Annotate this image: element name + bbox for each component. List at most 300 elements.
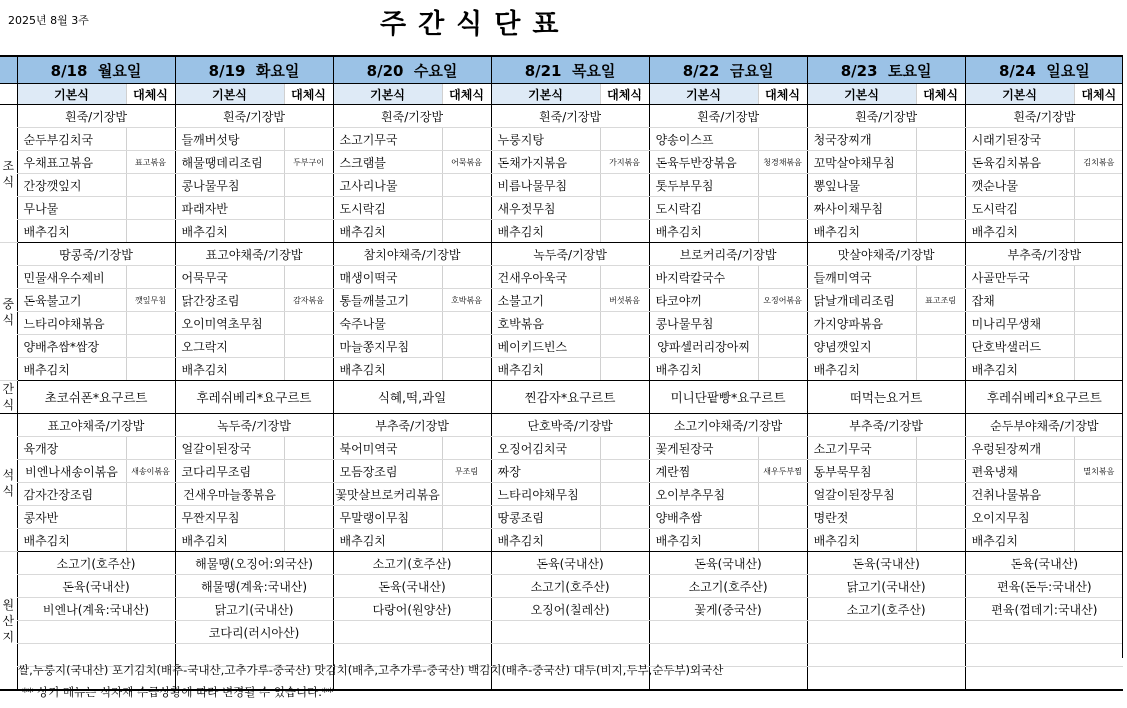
day-header: [333, 56, 491, 84]
alt-menu-item: 멸치볶음: [1074, 460, 1123, 483]
weekly-menu-table: [0, 55, 1123, 691]
rice-porridge: 흰죽/기장밥: [807, 105, 965, 128]
menu-item: 들깨미역국: [807, 266, 916, 289]
snack-item: 미니단팥빵*요구르트: [649, 381, 807, 414]
alt-menu-item: [600, 529, 649, 552]
alt-menu-item: [916, 506, 965, 529]
origin-item: 소고기(호주산): [17, 552, 175, 575]
section-label-dinner: 석 식: [0, 414, 17, 552]
origin-item: 소고기(호주산): [491, 575, 649, 598]
alt-menu-item: [758, 506, 807, 529]
alt-menu-item: [284, 312, 333, 335]
rice-porridge: 표고야채죽/기장밥: [17, 414, 175, 437]
dinner-menu-row: [0, 483, 1123, 506]
alt-menu-item: [1074, 529, 1123, 552]
alt-menu-item: [284, 460, 333, 483]
menu-item: 고사리나물: [333, 174, 442, 197]
menu-item: 바지락칼국수: [649, 266, 758, 289]
alt-menu-item: [1074, 128, 1123, 151]
menu-item: 배추김치: [17, 220, 126, 243]
alt-menu-item: [1074, 358, 1123, 381]
lunch-menu-row: [0, 289, 1123, 312]
menu-item: 배추김치: [175, 529, 284, 552]
alt-menu-item: [916, 483, 965, 506]
week-label: 2025년 8월 3주: [8, 14, 89, 27]
change-notice: ** 상기 메뉴는 식자재 수급상황에 따라 변경될 수 있습니다.**: [22, 685, 334, 699]
alt-menu-item: [126, 529, 175, 552]
origin-item: 다랑어(원양산): [333, 598, 491, 621]
day-date: 8/21: [524, 61, 562, 80]
day-name: 일요일: [1046, 61, 1090, 80]
menu-item: 무나물: [17, 197, 126, 220]
menu-item: 땅콩조림: [491, 506, 600, 529]
alt-menu-item: [1074, 197, 1123, 220]
menu-item: 배추김치: [649, 529, 758, 552]
snack-item: 찐감자*요구르트: [491, 381, 649, 414]
type-corner: [0, 84, 17, 105]
alt-menu-item: [126, 174, 175, 197]
alt-menu-item: [916, 460, 965, 483]
alt-menu-item: 오징어볶음: [758, 289, 807, 312]
rice-porridge: 브로커리죽/기장밥: [649, 243, 807, 266]
menu-item: 느타리야채볶음: [17, 312, 126, 335]
menu-item: 잡채: [965, 289, 1074, 312]
alt-menu-item: [284, 483, 333, 506]
alt-menu-item: [600, 437, 649, 460]
alt-menu-item: [600, 220, 649, 243]
alt-menu-item: [284, 197, 333, 220]
day-name: 월요일: [97, 61, 142, 80]
menu-item: 우렁된장찌개: [965, 437, 1074, 460]
lunch-rice-row: [0, 243, 1123, 266]
rice-porridge: 땅콩죽/기장밥: [17, 243, 175, 266]
alt-menu-item: [600, 312, 649, 335]
lunch-menu-row: [0, 335, 1123, 358]
origin-item: 돈육(국내산): [333, 575, 491, 598]
menu-item: 양념깻잎지: [807, 335, 916, 358]
alt-menu-item: [916, 197, 965, 220]
date-header-row: [0, 56, 1123, 84]
menu-item: 배추김치: [17, 529, 126, 552]
menu-item: 타코야끼: [649, 289, 758, 312]
alt-menu-item: [442, 197, 491, 220]
alt-menu-item: [1074, 289, 1123, 312]
alt-menu-item: [758, 437, 807, 460]
rice-porridge: 녹두죽/기장밥: [491, 243, 649, 266]
origin-item: [491, 621, 649, 644]
snack-row: [0, 381, 1123, 414]
alt-type-header: 대체식: [126, 84, 175, 105]
menu-item: 모듬장조림: [333, 460, 442, 483]
rice-porridge: 표고야채죽/기장밥: [175, 243, 333, 266]
day-date: 8/24: [998, 61, 1036, 80]
origin-item: 돈육(국내산): [807, 552, 965, 575]
alt-menu-item: [284, 128, 333, 151]
alt-menu-item: 김치볶음: [1074, 151, 1123, 174]
origin-item: 비엔나(계육:국내산): [17, 598, 175, 621]
basic-type-header: 기본식: [807, 84, 916, 105]
origin-item: [965, 644, 1123, 667]
day-date: 8/19: [208, 61, 246, 80]
menu-item: 마늘쫑지무침: [333, 335, 442, 358]
menu-item: 누룽지탕: [491, 128, 600, 151]
alt-menu-item: [758, 266, 807, 289]
menu-item: 단호박샐러드: [965, 335, 1074, 358]
breakfast-menu-row: [0, 197, 1123, 220]
menu-item: 해물땡데리조림: [175, 151, 284, 174]
menu-item: 건새우마늘쫑볶음: [175, 483, 284, 506]
type-header-row: [0, 84, 1123, 105]
alt-menu-item: [600, 335, 649, 358]
section-label-snack: 간 식: [0, 381, 17, 414]
day-header: [807, 56, 965, 84]
alt-menu-item: [916, 312, 965, 335]
alt-menu-item: [442, 312, 491, 335]
menu-item: 꽃맛살브로커리볶음: [333, 483, 442, 506]
menu-item: 닭날개데리조림: [807, 289, 916, 312]
alt-menu-item: [126, 506, 175, 529]
snack-item: 후레쉬베리*요구르트: [175, 381, 333, 414]
alt-menu-item: [442, 483, 491, 506]
menu-item: 짜사이채무침: [807, 197, 916, 220]
rice-porridge: 흰죽/기장밥: [175, 105, 333, 128]
origin-item: 코다리(러시아산): [175, 621, 333, 644]
menu-item: 건취나물볶음: [965, 483, 1074, 506]
alt-menu-item: [916, 174, 965, 197]
snack-item: 식혜,떡,과일: [333, 381, 491, 414]
menu-item: 오이미역초무침: [175, 312, 284, 335]
breakfast-menu-row: [0, 220, 1123, 243]
menu-item: 순두부김치국: [17, 128, 126, 151]
alt-menu-item: [1074, 506, 1123, 529]
alt-type-header: 대체식: [284, 84, 333, 105]
dinner-menu-row: [0, 506, 1123, 529]
menu-item: 도시락김: [649, 197, 758, 220]
alt-menu-item: [126, 128, 175, 151]
rice-porridge: 부추죽/기장밥: [965, 243, 1123, 266]
menu-item: 배추김치: [333, 529, 442, 552]
origin-item: [333, 621, 491, 644]
alt-menu-item: [126, 266, 175, 289]
lunch-menu-row: [0, 358, 1123, 381]
menu-item: 돈육김치볶음: [965, 151, 1074, 174]
menu-item: 무짠지무침: [175, 506, 284, 529]
menu-item: 배추김치: [649, 220, 758, 243]
alt-menu-item: [1074, 174, 1123, 197]
menu-item: 오징어김치국: [491, 437, 600, 460]
menu-item: 뽕잎나물: [807, 174, 916, 197]
menu-item: 들깨버섯탕: [175, 128, 284, 151]
origin-item: 편육(껍데기:국내산): [965, 598, 1123, 621]
menu-item: 육개장: [17, 437, 126, 460]
origin-item: 돈육(국내산): [965, 552, 1123, 575]
day-date: 8/23: [840, 61, 878, 80]
alt-menu-item: [126, 197, 175, 220]
alt-menu-item: [758, 197, 807, 220]
alt-menu-item: [916, 529, 965, 552]
basic-type-header: 기본식: [17, 84, 126, 105]
menu-item: 베이키드빈스: [491, 335, 600, 358]
origin-item: 오징어(칠레산): [491, 598, 649, 621]
section-label-lunch: 중 식: [0, 243, 17, 381]
menu-item: 코다리무조림: [175, 460, 284, 483]
menu-item: 어묵무국: [175, 266, 284, 289]
alt-menu-item: [442, 506, 491, 529]
menu-item: 짜장: [491, 460, 600, 483]
origin-item: 소고기(호주산): [649, 575, 807, 598]
alt-menu-item: [442, 437, 491, 460]
menu-item: 명란젓: [807, 506, 916, 529]
origin-row: [0, 552, 1123, 575]
basic-type-header: 기본식: [333, 84, 442, 105]
menu-item: 오이부추무침: [649, 483, 758, 506]
menu-item: 비름나물무침: [491, 174, 600, 197]
origin-item: 닭고기(국내산): [175, 598, 333, 621]
origin-item: 돈육(국내산): [649, 552, 807, 575]
rice-porridge: 흰죽/기장밥: [965, 105, 1123, 128]
basic-type-header: 기본식: [965, 84, 1074, 105]
alt-type-header: 대체식: [442, 84, 491, 105]
alt-menu-item: [916, 266, 965, 289]
alt-menu-item: [284, 529, 333, 552]
alt-menu-item: [1074, 335, 1123, 358]
alt-menu-item: [126, 335, 175, 358]
alt-menu-item: 깻잎무침: [126, 289, 175, 312]
menu-item: 콩나물무침: [649, 312, 758, 335]
day-header: [17, 56, 175, 84]
alt-menu-item: [1074, 312, 1123, 335]
breakfast-menu-row: [0, 128, 1123, 151]
origin-item: 해물땡(오징어:외국산): [175, 552, 333, 575]
alt-menu-item: [442, 266, 491, 289]
alt-menu-item: [442, 174, 491, 197]
menu-item: 호박볶음: [491, 312, 600, 335]
basic-type-header: 기본식: [175, 84, 284, 105]
alt-menu-item: 호박볶음: [442, 289, 491, 312]
menu-item: 새우젓무침: [491, 197, 600, 220]
alt-menu-item: 무조림: [442, 460, 491, 483]
alt-menu-item: 어묵볶음: [442, 151, 491, 174]
menu-item: 소고기무국: [807, 437, 916, 460]
alt-menu-item: 새우두부찜: [758, 460, 807, 483]
alt-menu-item: [442, 529, 491, 552]
alt-menu-item: [1074, 266, 1123, 289]
alt-menu-item: [284, 437, 333, 460]
menu-item: 가지양파볶음: [807, 312, 916, 335]
rice-porridge: 흰죽/기장밥: [649, 105, 807, 128]
menu-item: 우채표고볶음: [17, 151, 126, 174]
menu-item: 돈육불고기: [17, 289, 126, 312]
origin-item: [965, 667, 1123, 691]
alt-menu-item: [600, 128, 649, 151]
origin-item: 꽃게(중국산): [649, 598, 807, 621]
alt-menu-item: [126, 220, 175, 243]
alt-menu-item: [442, 128, 491, 151]
menu-item: 배추김치: [807, 529, 916, 552]
table-right-border: [1122, 55, 1123, 658]
origin-item: [807, 644, 965, 667]
basic-type-header: 기본식: [649, 84, 758, 105]
alt-menu-item: [916, 151, 965, 174]
origin-note: 쌀,누룽지(국내산) 포기김치(배추-국내산,고추가루-중국산) 맛김치(배추,고추가루-중국산) 백김치(배추-중국산) 대두(비지,두부,순두부)외국산: [18, 663, 724, 677]
lunch-menu-row: [0, 312, 1123, 335]
alt-type-header: 대체식: [1074, 84, 1123, 105]
menu-item: 배추김치: [175, 358, 284, 381]
alt-menu-item: [758, 220, 807, 243]
alt-menu-item: [600, 174, 649, 197]
menu-item: 꼬막살야채무침: [807, 151, 916, 174]
menu-item: 청국장찌개: [807, 128, 916, 151]
alt-menu-item: [126, 358, 175, 381]
day-name: 토요일: [887, 61, 932, 80]
alt-menu-item: [284, 358, 333, 381]
alt-menu-item: [600, 483, 649, 506]
menu-item: 오그락지: [175, 335, 284, 358]
day-header: [649, 56, 807, 84]
rice-porridge: 부추죽/기장밥: [333, 414, 491, 437]
alt-menu-item: [758, 483, 807, 506]
menu-item: 사골만두국: [965, 266, 1074, 289]
alt-menu-item: [1074, 483, 1123, 506]
menu-item: 느타리야채무침: [491, 483, 600, 506]
origin-item: [807, 667, 965, 691]
menu-item: 건새우아욱국: [491, 266, 600, 289]
menu-item: 배추김치: [17, 358, 126, 381]
day-header: [965, 56, 1123, 84]
day-date: 8/18: [50, 61, 88, 80]
alt-menu-item: [126, 312, 175, 335]
menu-item: 양파셀러리장아찌: [649, 335, 758, 358]
header-corner: [0, 56, 17, 84]
alt-menu-item: [442, 220, 491, 243]
rice-porridge: 소고기야채죽/기장밥: [649, 414, 807, 437]
menu-item: 소불고기: [491, 289, 600, 312]
menu-item: 동부묵무침: [807, 460, 916, 483]
menu-item: 소고기무국: [333, 128, 442, 151]
menu-item: 파래자반: [175, 197, 284, 220]
menu-item: 얼갈이된장무침: [807, 483, 916, 506]
origin-item: [965, 621, 1123, 644]
menu-item: 배추김치: [491, 358, 600, 381]
dinner-rice-row: [0, 414, 1123, 437]
alt-menu-item: [284, 266, 333, 289]
alt-menu-item: [284, 506, 333, 529]
alt-menu-item: [916, 335, 965, 358]
menu-item: 콩자반: [17, 506, 126, 529]
alt-menu-item: 표고조림: [916, 289, 965, 312]
section-label-origin: 원 산 지: [0, 552, 17, 691]
alt-menu-item: 가지볶음: [600, 151, 649, 174]
origin-item: [649, 621, 807, 644]
breakfast-rice-row: [0, 105, 1123, 128]
alt-menu-item: 두부구이: [284, 151, 333, 174]
day-header: [175, 56, 333, 84]
breakfast-menu-row: [0, 151, 1123, 174]
menu-item: 양배추쌈: [649, 506, 758, 529]
menu-item: 배추김치: [649, 358, 758, 381]
menu-item: 배추김치: [333, 220, 442, 243]
alt-menu-item: [758, 312, 807, 335]
alt-menu-item: [600, 358, 649, 381]
menu-item: 배추김치: [491, 220, 600, 243]
alt-menu-item: 청경채볶음: [758, 151, 807, 174]
menu-item: 깻순나물: [965, 174, 1074, 197]
dinner-menu-row: [0, 529, 1123, 552]
alt-type-header: 대체식: [600, 84, 649, 105]
day-name: 수요일: [413, 61, 458, 80]
alt-menu-item: [600, 266, 649, 289]
alt-menu-item: [916, 437, 965, 460]
alt-menu-item: 버섯볶음: [600, 289, 649, 312]
origin-item: 편육(돈두:국내산): [965, 575, 1123, 598]
rice-porridge: 참치야채죽/기장밥: [333, 243, 491, 266]
menu-item: 간장깻잎지: [17, 174, 126, 197]
origin-item: 돈육(국내산): [491, 552, 649, 575]
menu-item: 북어미역국: [333, 437, 442, 460]
alt-menu-item: 표고볶음: [126, 151, 175, 174]
alt-menu-item: [126, 437, 175, 460]
alt-menu-item: [1074, 437, 1123, 460]
menu-item: 배추김치: [965, 220, 1074, 243]
menu-item: 계란찜: [649, 460, 758, 483]
breakfast-menu-row: [0, 174, 1123, 197]
basic-type-header: 기본식: [491, 84, 600, 105]
alt-menu-item: [442, 335, 491, 358]
rice-porridge: 녹두죽/기장밥: [175, 414, 333, 437]
origin-item: 소고기(호주산): [333, 552, 491, 575]
menu-item: 콩나물무침: [175, 174, 284, 197]
alt-menu-item: 감자볶음: [284, 289, 333, 312]
menu-item: 배추김치: [807, 220, 916, 243]
rice-porridge: 순두부야채죽/기장밥: [965, 414, 1123, 437]
menu-item: 숙주나물: [333, 312, 442, 335]
menu-item: 미나리무생채: [965, 312, 1074, 335]
day-date: 8/20: [366, 61, 404, 80]
dinner-menu-row: [0, 437, 1123, 460]
menu-item: 민물새우수제비: [17, 266, 126, 289]
origin-item: [17, 621, 175, 644]
origin-item: [807, 621, 965, 644]
day-date: 8/22: [682, 61, 720, 80]
menu-item: 배추김치: [965, 529, 1074, 552]
alt-menu-item: [284, 335, 333, 358]
alt-menu-item: [758, 128, 807, 151]
menu-item: 양송이스프: [649, 128, 758, 151]
rice-porridge: 단호박죽/기장밥: [491, 414, 649, 437]
alt-menu-item: [758, 529, 807, 552]
alt-menu-item: [126, 483, 175, 506]
menu-item: 배추김치: [491, 529, 600, 552]
page-title: 주간식단표: [380, 9, 571, 40]
alt-menu-item: [916, 220, 965, 243]
menu-item: 스크램블: [333, 151, 442, 174]
alt-menu-item: [284, 220, 333, 243]
origin-item: 해물땡(계육:국내산): [175, 575, 333, 598]
lunch-menu-row: [0, 266, 1123, 289]
day-header: [491, 56, 649, 84]
alt-menu-item: [916, 128, 965, 151]
alt-type-header: 대체식: [916, 84, 965, 105]
origin-row: [0, 598, 1123, 621]
menu-item: 감자간장조림: [17, 483, 126, 506]
snack-item: 후레쉬베리*요구르트: [965, 381, 1123, 414]
menu-item: 배추김치: [175, 220, 284, 243]
alt-type-header: 대체식: [758, 84, 807, 105]
menu-item: 무말랭이무침: [333, 506, 442, 529]
rice-porridge: 흰죽/기장밥: [333, 105, 491, 128]
day-name: 목요일: [571, 61, 616, 80]
menu-item: 매생이떡국: [333, 266, 442, 289]
